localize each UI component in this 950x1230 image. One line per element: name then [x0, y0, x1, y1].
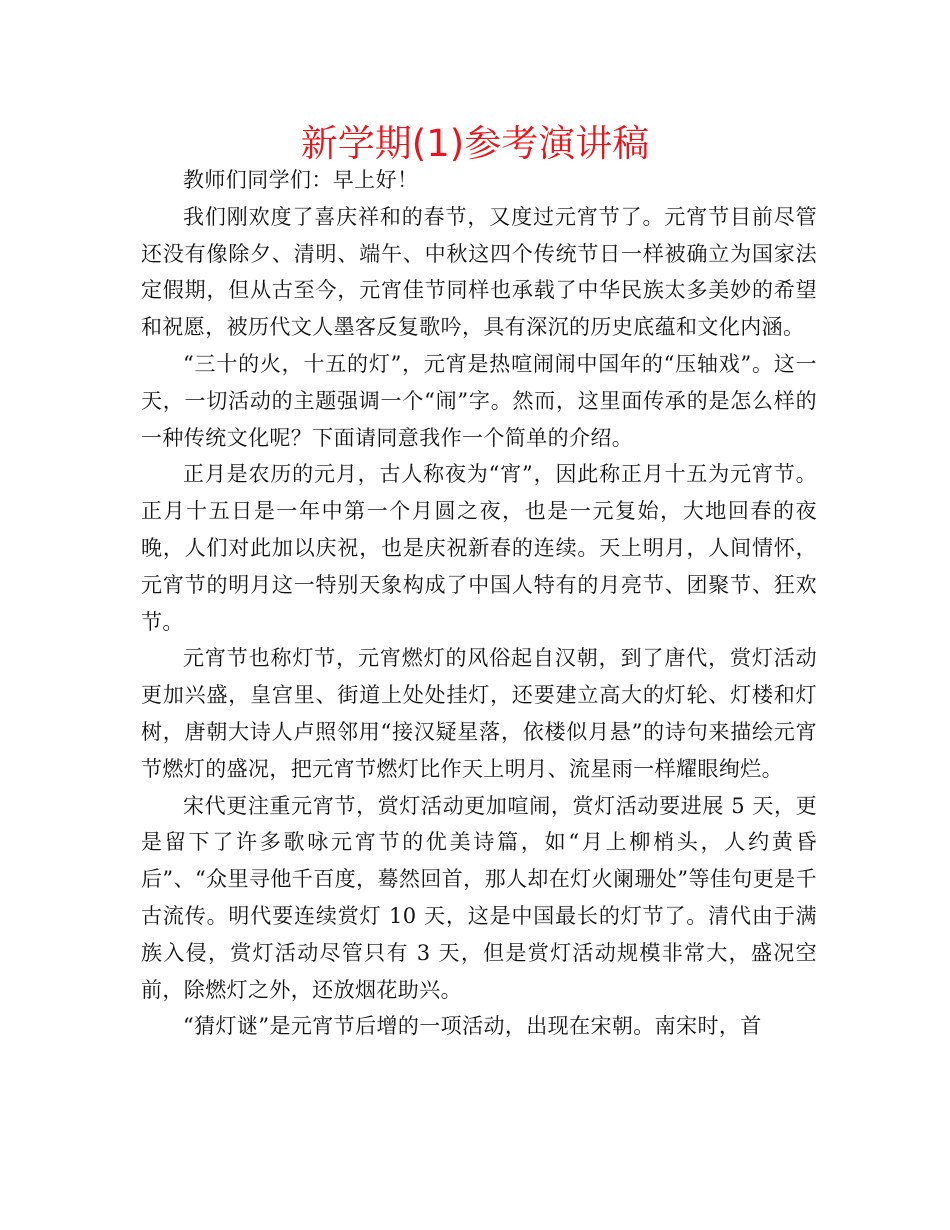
page-title: 新学期(1)参考演讲稿	[300, 122, 650, 165]
paragraph: 元宵节也称灯节，元宵燃灯的风俗起自汉朝，到了唐代，赏灯活动更加兴盛，皇宫里、街道上处处挂灯，还要建立高大的灯轮、灯楼和灯树，唐朝大诗人卢照邻用“接汉疑星落，依楼似月悬”的诗句来描绘元宵节燃灯的盛况，把元宵节燃灯比作天上明月、流星雨一样耀眼绚烂。	[141, 646, 817, 781]
paragraph: “猜灯谜”是元宵节后增的一项活动，出现在宋朝。南宋时，首	[183, 1014, 762, 1039]
paragraph: 宋代更注重元宵节，赏灯活动更加喧闹，赏灯活动要进展 5 天，更是留下了许多歌咏元宵节的优美诗篇，如“月上柳梢头，人约黄昏后”、“众里寻他千百度，蓦然回首，那人却在灯火阑珊处”等佳句更是千古流传。明代要连续赏灯 10 天，这是中国最长的灯节了。清代由于满族入侵，赏灯活动尽管只有 3 天，但是赏灯活动规模非常大，盛况空前，除燃灯之外，还放烟花助兴。	[141, 793, 817, 1002]
paragraph: “三十的火，十五的灯”，元宵是热喧闹闹中国年的“压轴戏”。这一天，一切活动的主题强调一个“闹”字。然而，这里面传承的是怎么样的一种传统文化呢？下面请同意我作一个简单的介绍。	[141, 351, 817, 450]
document-body	[141, 162, 817, 1045]
greeting-line: 教师们同学们：早上好！	[183, 168, 419, 192]
paragraph: 正月是农历的元月，古人称夜为“宵”，因此称正月十五为元宵节。正月十五日是一年中第一个月圆之夜，也是一元复始，大地回春的夜晚，人们对此加以庆祝，也是庆祝新春的连续。天上明月，人间情怀，元宵节的明月这一特别天象构成了中国人特有的月亮节、团聚节、狂欢节。	[141, 462, 817, 634]
paragraph: 我们刚欢度了喜庆祥和的春节，又度过元宵节了。元宵节目前尽管还没有像除夕、清明、端午、中秋这四个传统节日一样被确立为国家法定假期，但从古至今，元宵佳节同样也承载了中华民族太多美妙的希望和祝愿，被历代文人墨客反复歌吟，具有深沉的历史底蕴和文化内涵。	[141, 204, 817, 340]
